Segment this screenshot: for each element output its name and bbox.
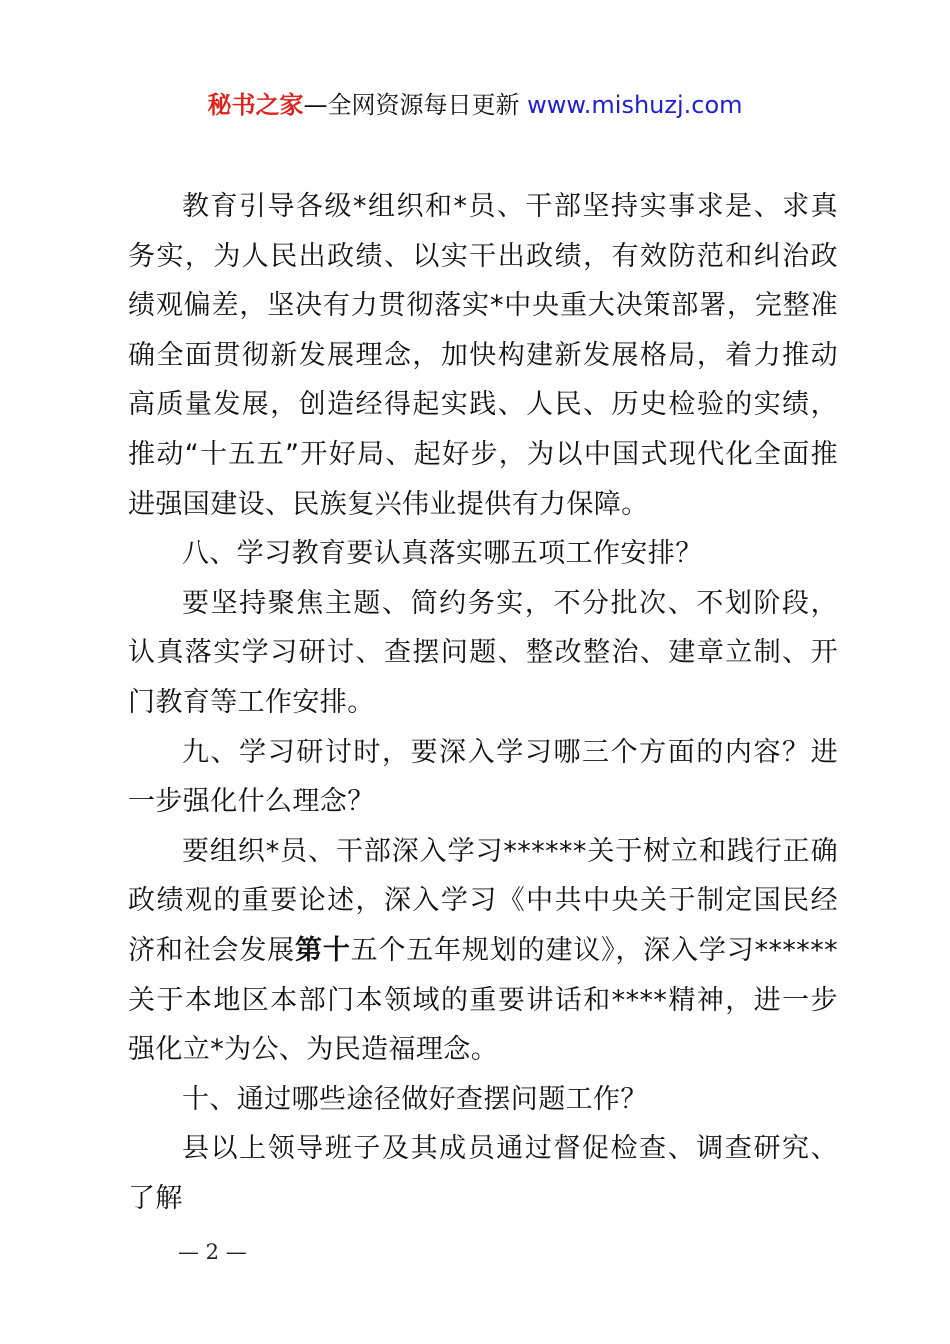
- question-8: 八、学习教育要认真落实哪五项工作安排？: [182, 538, 703, 570]
- answer-8: 要坚持聚焦主题、简约务实，不分批次、不划阶段，认真落实学习研讨、查摆问题、整改整治、建章立制、开门教育等工作安排。: [128, 587, 838, 718]
- brand-name: 秘书之家: [207, 91, 304, 119]
- answer-9: [128, 827, 838, 1075]
- question-9: 九、学习研讨时，要深入学习哪三个方面的内容？进一步强化什么理念？: [128, 736, 838, 818]
- page-number: — 2 —: [178, 1240, 247, 1264]
- answer-9-bold-text: 第十: [294, 934, 351, 966]
- question-10: 十、通过哪些途径做好查摆问题工作？: [182, 1083, 648, 1115]
- document-body: [128, 182, 838, 1223]
- answer-9-text-start: 要组织*员、干部深入学习******关于树立和践行正确政绩观的重要论述，深入学习《中共中央关于制定国民经济和社会发展: [128, 835, 838, 966]
- site-header: [0, 88, 950, 122]
- header-tagline: —全网资源每日更新: [303, 91, 528, 119]
- paragraph-intro: 教育引导各级*组织和*员、干部坚持实事求是、求真务实，为人民出政绩、以实干出政绩，有效防范和纠治政绩观偏差，坚决有力贯彻落实*中央重大决策部署，完整准确全面贯彻新发展理念，加快构建新发展格局，着力推动高质量发展，创造经得起实践、人民、历史检验的实绩，推动“十五五”开好局、起好步，为以中国式现代化全面推进强国建设、民族复兴伟业提供有力保障。: [128, 191, 838, 520]
- site-url-link[interactable]: www.mishuzj.com: [527, 91, 743, 119]
- answer-10: 县以上领导班子及其成员通过督促检查、调查研究、了解: [128, 1133, 838, 1214]
- answer-9-text-end: 五个五年规划的建议》，深入学习******关于本地区本部门本领域的重要讲话和****精神，进一步强化立*为公、为民造福理念。: [128, 934, 838, 1066]
